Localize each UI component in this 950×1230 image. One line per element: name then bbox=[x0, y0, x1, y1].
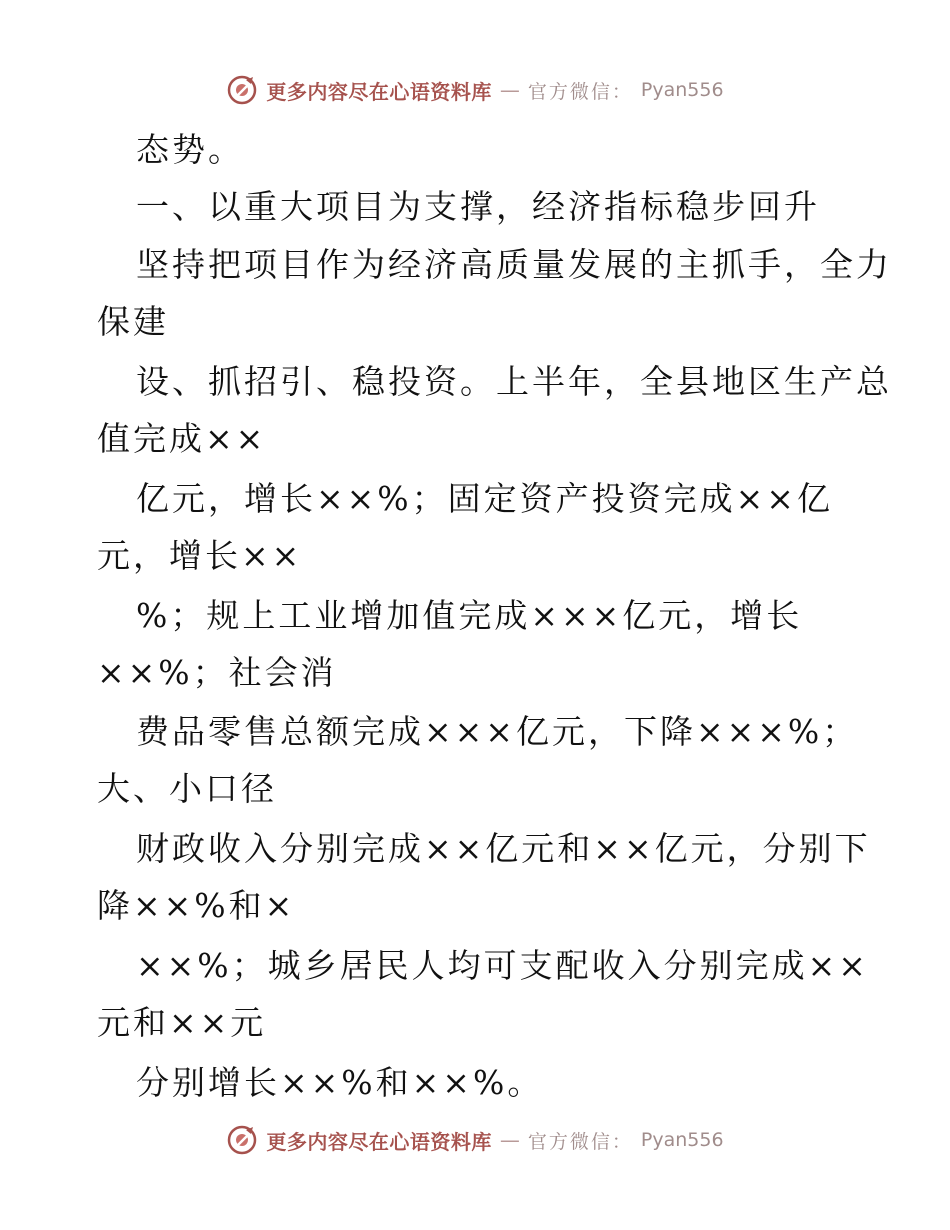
section-heading: 一、以重大项目为支撑，经济指标稳步回升 bbox=[136, 187, 820, 226]
watermark-official-label: 官方微信： bbox=[527, 80, 633, 103]
text-line: 降××%和× bbox=[97, 886, 296, 925]
watermark-text: 更多内容尽在心语资料库 bbox=[266, 1129, 492, 1154]
library-logo-icon bbox=[226, 74, 258, 106]
watermark-dash: — bbox=[499, 1128, 520, 1152]
text-line: 态势。 bbox=[136, 130, 244, 169]
header-watermark bbox=[0, 70, 950, 110]
watermark-official-label: 官方微信： bbox=[527, 1130, 633, 1153]
text-line: %；规上工业增加值完成×××亿元，增长 bbox=[136, 596, 803, 635]
text-line: 亿元，增长××%；固定资产投资完成××亿 bbox=[136, 479, 833, 518]
watermark-wechat-id: Pyan556 bbox=[640, 1129, 724, 1151]
text-line: 费品零售总额完成×××亿元，下降×××%； bbox=[136, 712, 859, 751]
text-line: 元和××元 bbox=[97, 1003, 267, 1042]
watermark-text: 更多内容尽在心语资料库 bbox=[266, 79, 492, 104]
text-line: 元，增长×× bbox=[97, 536, 303, 575]
text-line: ××%；城乡居民人均可支配收入分别完成×× bbox=[136, 946, 869, 985]
text-line: 保建 bbox=[97, 302, 169, 341]
text-line: ××%；社会消 bbox=[97, 653, 337, 692]
library-logo-icon bbox=[226, 1124, 258, 1156]
footer-watermark bbox=[0, 1120, 950, 1160]
text-line: 分别增长××%和××%。 bbox=[136, 1063, 544, 1102]
text-line: 财政收入分别完成××亿元和××亿元，分别下 bbox=[136, 829, 871, 868]
text-line: 值完成×× bbox=[97, 419, 267, 458]
watermark-dash: — bbox=[499, 78, 520, 102]
text-line: 坚持把项目作为经济高质量发展的主抓手，全力 bbox=[136, 245, 892, 284]
text-line: 大、小口径 bbox=[97, 769, 277, 808]
text-line: 设、抓招引、稳投资。上半年，全县地区生产总 bbox=[136, 362, 892, 401]
watermark-wechat-id: Pyan556 bbox=[640, 79, 724, 101]
